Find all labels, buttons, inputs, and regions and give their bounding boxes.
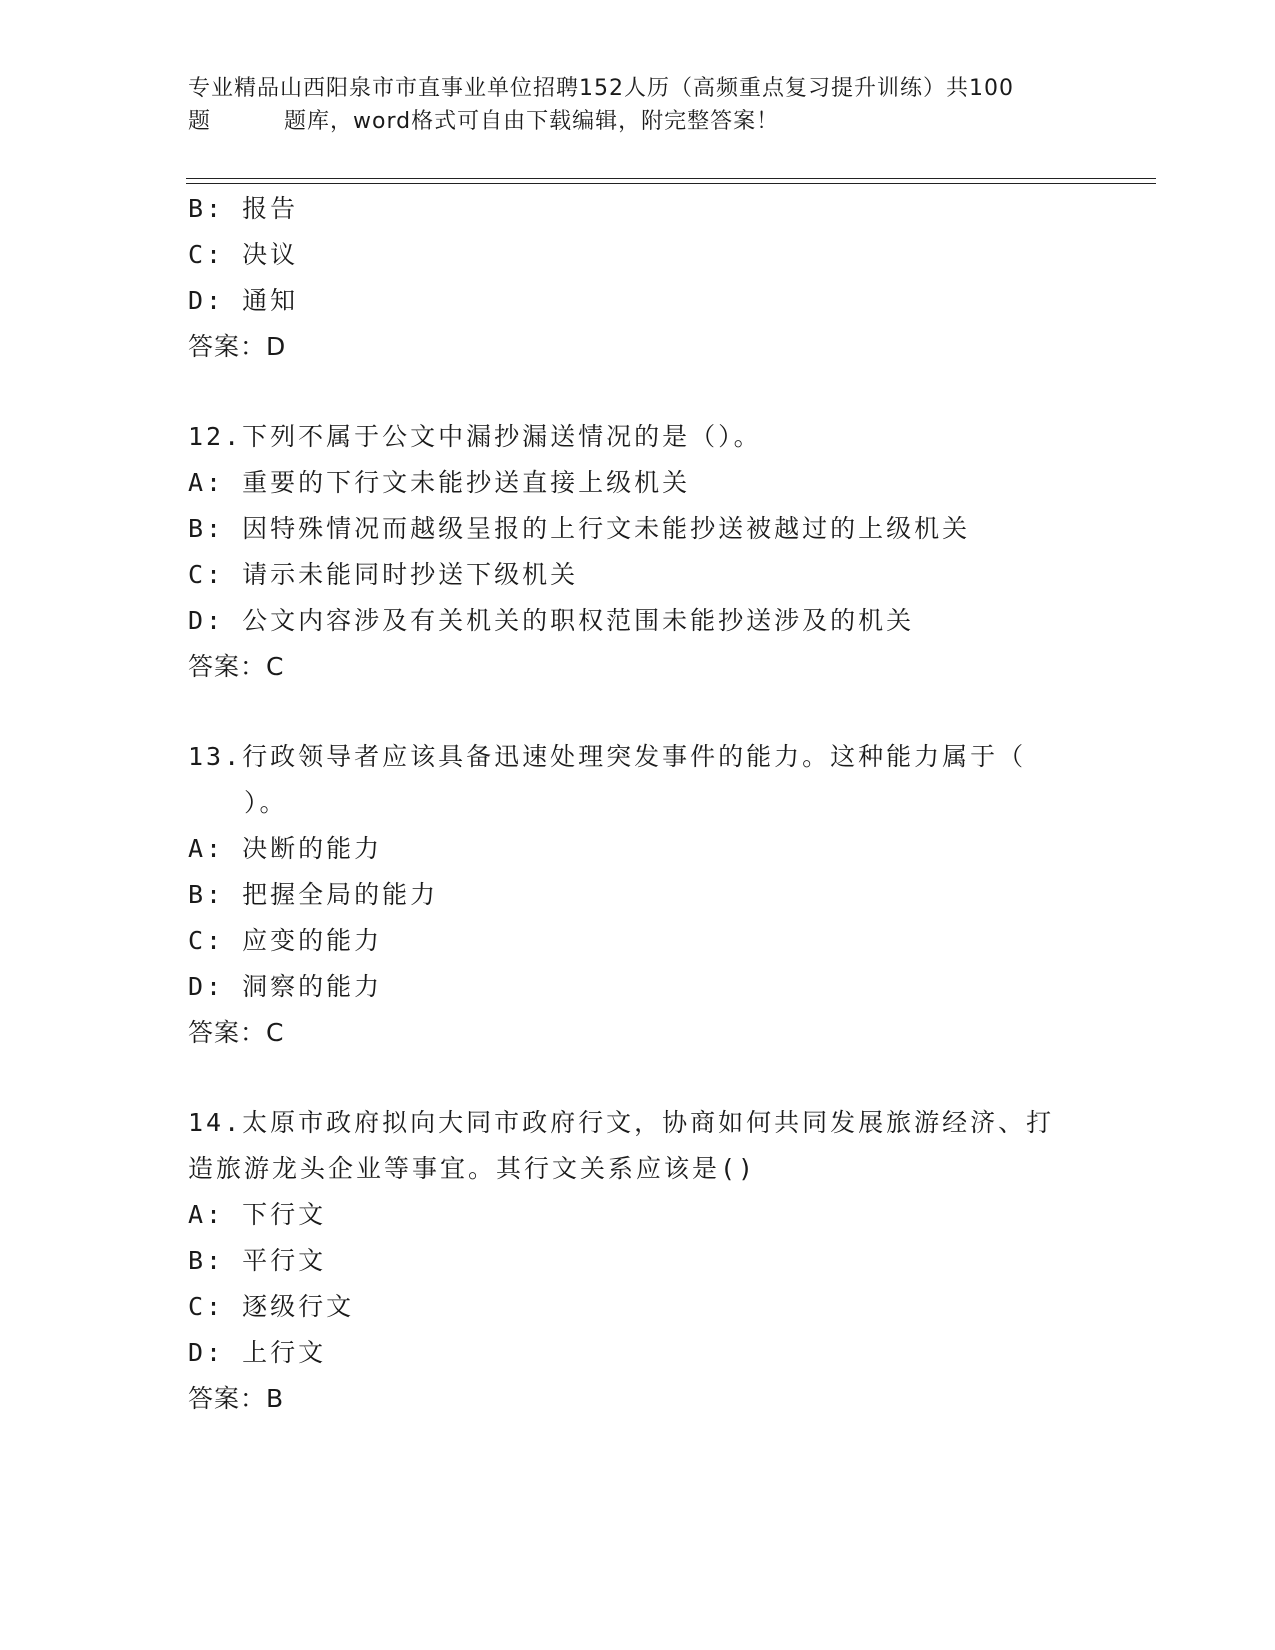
- option-d: D: 上行文: [188, 1338, 327, 1367]
- option-b: B: 因特殊情况而越级呈报的上行文未能抄送被越过的上级机关: [188, 514, 971, 543]
- option-d: D: 洞察的能力: [188, 972, 383, 1001]
- document-header: [188, 72, 1108, 138]
- option-b: B: 报告: [188, 194, 299, 223]
- question-stem-continuation: ）。: [244, 788, 288, 817]
- option-d: D: 公文内容涉及有关机关的职权范围未能抄送涉及的机关: [188, 606, 915, 635]
- answer-line: 答案：D: [188, 332, 287, 361]
- header-title-line2-right: 题库，word格式可自由下载编辑，附完整答案！: [284, 109, 780, 134]
- question-list: [188, 186, 1088, 1422]
- option-d: D: 通知: [188, 286, 299, 315]
- answer-line: 答案：C: [188, 1018, 285, 1047]
- question-14: [188, 1100, 1088, 1422]
- option-a: A: 下行文: [188, 1200, 327, 1229]
- answer-line: 答案：B: [188, 1384, 285, 1413]
- option-c: C: 请示未能同时抄送下级机关: [188, 560, 579, 589]
- question-stem: 13.行政领导者应该具备迅速处理突发事件的能力。这种能力属于（: [188, 742, 1027, 771]
- option-a: A: 重要的下行文未能抄送直接上级机关: [188, 468, 691, 497]
- option-c: C: 应变的能力: [188, 926, 383, 955]
- header-divider-top: [186, 178, 1156, 179]
- header-title-line2-left: 题: [188, 109, 212, 134]
- question-stem: 12.下列不属于公文中漏抄漏送情况的是（）。: [188, 422, 762, 451]
- option-b: B: 把握全局的能力: [188, 880, 439, 909]
- option-a: A: 决断的能力: [188, 834, 383, 863]
- question-stem-continuation: 造旅游龙头企业等事宜。其行文关系应该是(): [188, 1154, 757, 1183]
- option-b: B: 平行文: [188, 1246, 327, 1275]
- option-c: C: 逐级行文: [188, 1292, 355, 1321]
- header-divider-bottom: [186, 183, 1156, 184]
- question-13: [188, 734, 1088, 1056]
- header-title-line2: [188, 105, 1108, 138]
- option-c: C: 决议: [188, 240, 299, 269]
- prev-question-block: [188, 186, 1088, 370]
- header-title-line1: 专业精品山西阳泉市市直事业单位招聘152人历（高频重点复习提升训练）共100: [188, 76, 1014, 101]
- answer-line: 答案：C: [188, 652, 285, 681]
- question-stem: 14.太原市政府拟向大同市政府行文，协商如何共同发展旅游经济、打: [188, 1108, 1055, 1137]
- question-12: [188, 414, 1088, 690]
